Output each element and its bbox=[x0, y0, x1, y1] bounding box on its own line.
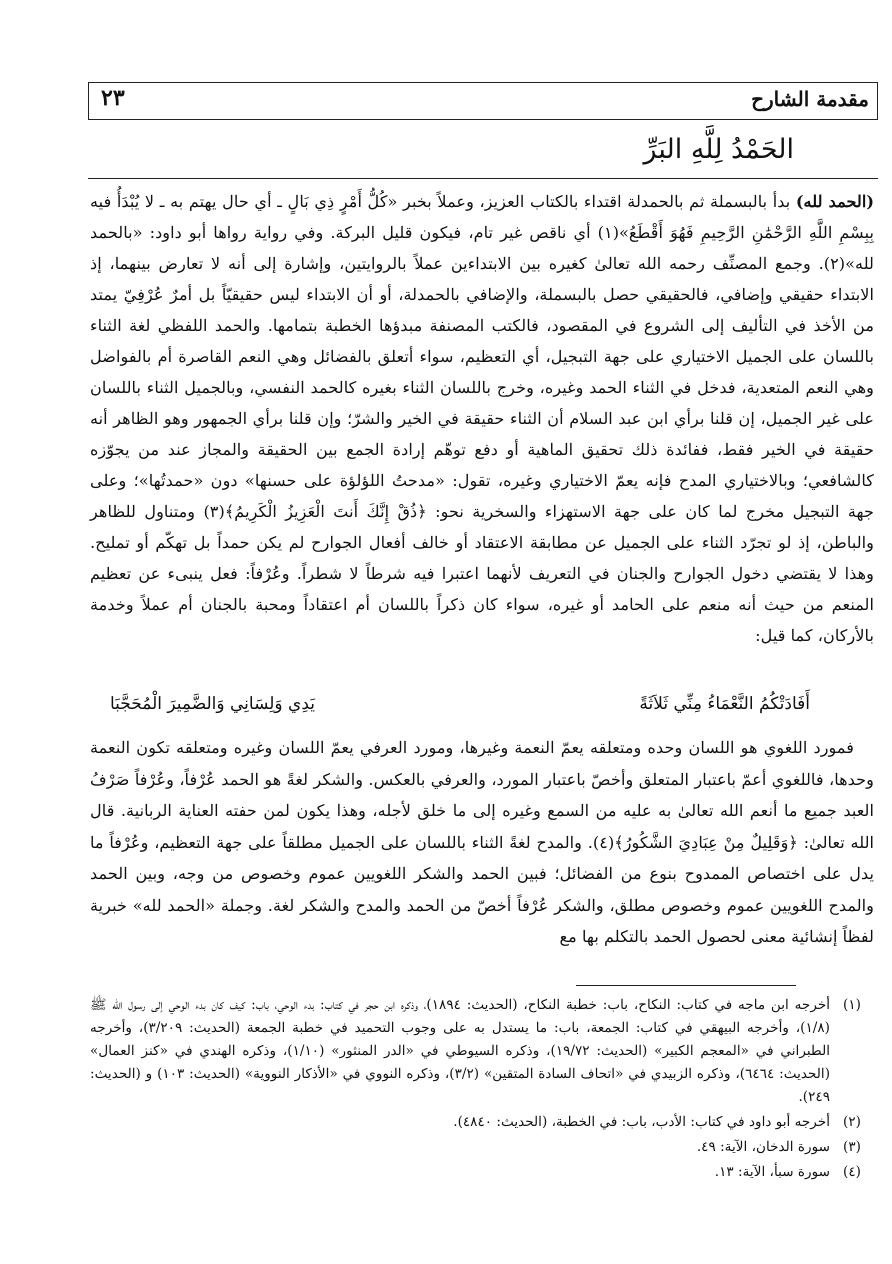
paragraph: فمورد اللغوي هو اللسان وحده ومتعلقه يعمّ النعمة وغيرها، ومورد العرفي يعمّ اللسان وغيره ومتعلقه تكون النعمة وحدها، فاللغوي أعمّ باعتبار المتعلق وأخصّ باعتبار المورد، والعرفي بالعكس. والشكر لغةً هو الحمد عُرْفاً، وعُرْفاً صَرْفُ العبد جميع ما أنعم الله تعالىٰ به عليه من السمع وغيره إلى ما خلق لأجله، وهذا يكون لمن حفته العناية الربانية. قال الله تعالىٰ: ﴿وَقَلِيلٌ مِنْ عِبَادِيَ الشَّكُورُ﴾(٤). والمدح لغةً الثناء باللسان على الجميل مطلقاً على جهة التعظيم، وعُرْفاً ما يدل على اختصاص الممدوح بنوع من الفضائل؛ فبين الحمد والشكر اللغويين عموم وخصوص من وجه، وبين الحمد والمدح اللغويين عموم وخصوص مطلق، والشكر عُرْفاً أخصّ من الحمد والمدح والشكر لغة. وجملة «الحمد لله» خبرية لفظاً إنشائية معنى لحصول الحمد بالتكلم بها مع bbox=[90, 738, 875, 946]
verse-second-hemistich: يَدِي وَلِسَانِي وَالضَّمِيرَ الْمُحَجَّبَا bbox=[110, 694, 315, 714]
paragraph bbox=[90, 186, 874, 651]
footnote bbox=[90, 1136, 874, 1159]
section-heading: الحَمْدُ لِلَّهِ البَرِّ bbox=[643, 134, 794, 165]
divider bbox=[88, 178, 878, 179]
footnotes bbox=[90, 994, 874, 1186]
footnote-divider bbox=[576, 985, 796, 986]
footnote bbox=[90, 994, 874, 1109]
footnote-text: أخرجه ابن ماجه في كتاب: النكاح، باب: خطبة النكاح، (الحديث: ١٨٩٤)، وذكره ابن حجر في كتاب: بدء الوحي، باب: كيف كان بدء الوحي إلى رسول الله ﷺ (١/٨)، وأخرجه البيهقي في كتاب: الجمعة، باب: ما يستدل به على وجوب التحميد في خطبة الجمعة (الحديث: ٣/٢٠٩)، وأخرجه الطبراني في «المعجم الكبير» (الحديث: ١٩/٧٢)، وذكره السيوطي في «الدر المنثور» (١/١٠)، وذكره الهندي في «كنز العمال» (الحديث: ٦٤٦٤)، وذكره الزبيدي في «اتحاف السادة المتقين» (٣/٢)، وذكره النووي في «الأذكار النووية» (الحديث: ١٠٣) و (الحديث: ٢٤٩). bbox=[90, 997, 831, 1105]
footnote-number: (٢) bbox=[843, 1114, 861, 1130]
page-header bbox=[88, 82, 878, 120]
lead-phrase: (الحمد لله) bbox=[795, 192, 874, 211]
footnote bbox=[90, 1161, 874, 1184]
paragraph-text: بدأ بالبسملة ثم بالحمدلة اقتداء بالكتاب العزيز، وعملاً بخبر «كُلُّ أَمْرٍ ذِي بَالٍ ـ أي حال يهتم به ـ لا يُبْدَأُ فيه بِبِسْمِ اللَّهِ الرَّحْمَٰنِ الرَّحِيمِ فَهُوَ أَقْطَعُ»(١) أي ناقص غير تام، فيكون قليل البركة. وفي رواية رواها أبو داود: «بالحمد لله»(٢). وجمع المصنِّف رحمه الله تعالىٰ كغيره بين الابتداءين عملاً بالروايتين، وإشارة إلى أنه لا تعارض بينهما، إذ الابتداء حقيقي وإضافي، فالحقيقي حصل بالبسملة، والإضافي بالحمدلة، أو أن الابتداء ليس حقيقيّاً بل أمرٌ عُرْفِيّ يمتد من الأخذ في التأليف إلى الشروع في المقصود، فالكتب المصنفة مبدؤها الخطبة بتمامها. والحمد اللفظي لغة الثناء باللسان على الجميل الاختياري على جهة التبجيل، أي التعظيم، سواء أتعلق بالفضائل وهي النعم القاصرة أم بالفواضل وهي النعم المتعدية، فدخل في الثناء الحمد وغيره، وخرج باللسان الثناء بغيره كالحمد النفسي، وبالجميل الثناء باللسان على غير الجميل، إن قلنا برأي ابن عبد السلام أن الثناء حقيقة في الخير والشرّ؛ وإن قلنا برأي الجمهور وهو الظاهر أنه حقيقة في الخير فقط، ففائدة ذلك تحقيق الماهية أو دفع توهّم إرادة الجمع بين الحقيقة والمجاز عند من يجوّزه كالشافعي؛ وبالاختياري المدح فإنه يعمّ الاختياري وغيره، تقول: «مدحتُ اللؤلؤة على حسنها» دون «حمدتُها»؛ وعلى جهة التبجيل مخرج لما كان على جهة الاستهزاء والسخرية نحو: ﴿ذُقْ إِنَّكَ أَنتَ الْعَزِيزُ الْكَرِيمُ﴾(٣) ومتناول للظاهر والباطن، إذ لو تجرّد الثناء على الجميل عن مطابقة الاعتقاد أو خالف أفعال الجوارح لم يكن حمداً بل تهكّم أو تمليح. وهذا لا يقتضي دخول الجوارح والجنان في التعريف لأنهما اعتبرا فيه شرطاً لا شطراً. وعُرْفاً: فعل ينبىء عن تعظيم المنعم من حيث أنه منعم على الحامد أو غيره، سواء كان ذكراً باللسان أم اعتقاداً ومحبة بالجنان أم عملاً وخدمة بالأركان، كما قيل: bbox=[90, 192, 874, 645]
verse-first-hemistich: أَفَادَتْكُمُ النَّعْمَاءُ مِنِّي ثَلاَثَةً bbox=[639, 694, 810, 714]
footnote-text: سورة سبأ، الآية: ١٣. bbox=[714, 1164, 830, 1180]
footnote bbox=[90, 1111, 874, 1134]
footnote-number: (٣) bbox=[843, 1139, 861, 1155]
footnote-number: (٤) bbox=[843, 1164, 861, 1180]
footnote-number: (١) bbox=[843, 997, 861, 1013]
chapter-title: مقدمة الشارح bbox=[751, 87, 869, 111]
footnote-text: سورة الدخان، الآية: ٤٩. bbox=[696, 1139, 830, 1155]
main-text-continued bbox=[90, 732, 874, 953]
footnote-text: أخرجه أبو داود في كتاب: الأدب، باب: في الخطبة، (الحديث: ٤٨٤٠). bbox=[453, 1114, 830, 1130]
poetry-verse bbox=[110, 694, 810, 714]
main-text bbox=[90, 186, 874, 651]
page-number: ٢٣ bbox=[101, 85, 125, 111]
